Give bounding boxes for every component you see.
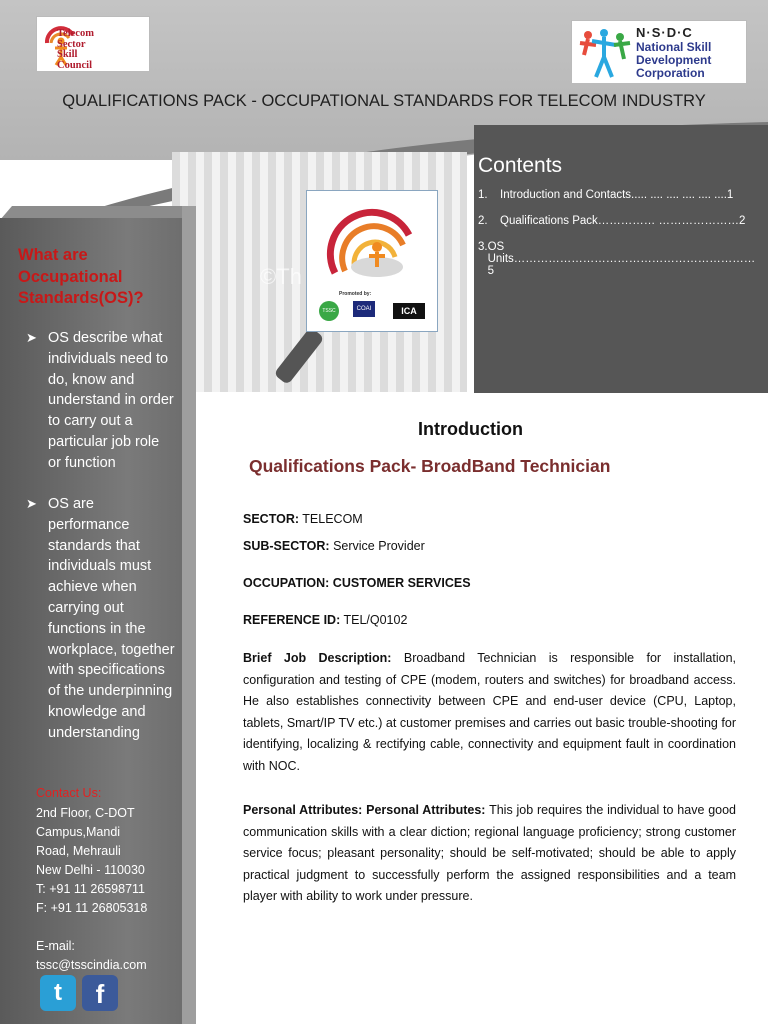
contact-address-line: New Delhi - 110030	[36, 863, 145, 877]
toc-item-introduction[interactable]	[478, 189, 754, 201]
magnifier-handle	[273, 327, 324, 385]
toc-item-qualifications-pack[interactable]	[478, 215, 754, 227]
occupation-field	[243, 576, 471, 590]
promoted-by-label: Promoted by:	[339, 291, 372, 297]
toc-number: 3.	[478, 241, 488, 253]
reference-label: REFERENCE ID:	[243, 613, 341, 627]
tssc-logo-text: Telecom Sector Skill Council	[57, 28, 94, 71]
twitter-icon[interactable]: t	[40, 975, 76, 1011]
os-heading: What are Occupational Standards(OS)?	[18, 246, 144, 307]
facebook-icon[interactable]: f	[82, 975, 118, 1011]
job-description	[243, 648, 736, 777]
toc-label: Introduction and Contacts..... .... .... .... .... ....1	[500, 189, 734, 201]
os-bullet-1	[26, 328, 176, 474]
personal-attributes-text: This job requires the individual to have good communication skills with a clear diction; regional language proficiency; strong customer service focus; pleasant personality; should be self-motivated; should be able to apply practical judgment to successfully perform the assigned responsibilities and a team player with ability to work under pressure.	[243, 803, 737, 903]
toc-label: OS Units………………………………………………………5	[487, 241, 756, 277]
introduction-heading: Introduction	[418, 419, 523, 439]
contact-phone: T: +91 11 26598711	[36, 882, 146, 896]
contact-label: Contact Us:	[36, 786, 102, 800]
arrow-bullet-icon: ➤	[26, 496, 37, 511]
qualification-pack-name: Qualifications Pack- BroadBand Technician	[249, 456, 611, 476]
email-label: E-mail:	[36, 939, 75, 953]
toc-item-os-units[interactable]	[478, 241, 754, 277]
page-title: QUALIFICATIONS PACK - OCCUPATIONAL STANDARDS FOR TELECOM INDUSTRY	[62, 92, 706, 110]
sidebar-side-edge	[182, 206, 196, 1024]
tssc-logo	[36, 16, 150, 72]
subsector-value: Service Provider	[333, 539, 425, 553]
tssc-logo-card	[306, 190, 438, 332]
sector-label: SECTOR:	[243, 512, 300, 526]
tssc-partner-logo: TSSC	[319, 301, 339, 321]
subsector-label: SUB-SECTOR:	[243, 539, 330, 553]
nsdc-logo	[571, 20, 747, 84]
contact-address-line: Campus,Mandi	[36, 825, 121, 839]
subsector-field	[243, 539, 425, 553]
toc-label: Qualifications Pack…………… …………………2	[500, 215, 746, 227]
os-bullet-text: OS describe what individuals need to do, know and understand in order to carry out a particular job role or function	[48, 330, 174, 471]
job-description-text: Broadband Technician is responsible for installation, configuration and testing of CPE (modem, routers and switches) for broadband access. He also establishes connectivity between CPE and end-user device (CPU, Laptop, tablets, Smart/IP TV etc.) at customer premises and carries out basic trouble-shooting for identifying, localizing & rectifying cable, connectivity and equipment fault in coordination with NOC.	[243, 651, 736, 773]
contents-title: Contents	[478, 154, 563, 177]
sector-value: TELECOM	[302, 512, 363, 526]
reference-field	[243, 613, 407, 627]
os-bullet-2	[26, 494, 176, 744]
banner-image	[172, 152, 467, 392]
os-bullet-text: OS are performance standards that individuals must achieve when carrying out functions in the workplace, together with specifications of the underpinning knowledge and understanding	[48, 496, 175, 741]
nsdc-abbreviation: N·S·D·C	[636, 25, 693, 40]
email-link[interactable]: tssc@tsscindia.com	[36, 958, 147, 972]
nsdc-figures-icon	[574, 25, 632, 81]
contact-address-line: Road, Mehrauli	[36, 844, 121, 858]
occupation-label: OCCUPATION: CUSTOMER SERVICES	[243, 576, 471, 590]
tssc-large-emblem-icon	[317, 195, 427, 291]
contact-fax: F: +91 11 26805318	[36, 901, 148, 915]
banner-watermark: ©Th	[260, 264, 302, 289]
coai-partner-logo: COAI	[353, 301, 375, 317]
personal-attributes	[243, 800, 736, 908]
toc-number: 1.	[478, 189, 488, 201]
sector-field	[243, 512, 363, 526]
arrow-bullet-icon: ➤	[26, 330, 37, 345]
contact-address-line: 2nd Floor, C-DOT	[36, 806, 135, 820]
ica-partner-logo: ICA	[393, 303, 425, 319]
nsdc-name: National Skill Development Corporation	[636, 40, 712, 80]
job-description-label: Brief Job Description:	[243, 651, 392, 665]
reference-value: TEL/Q0102	[343, 613, 408, 627]
personal-attributes-label: Personal Attributes: Personal Attributes:	[243, 803, 486, 817]
toc-number: 2.	[478, 215, 488, 227]
